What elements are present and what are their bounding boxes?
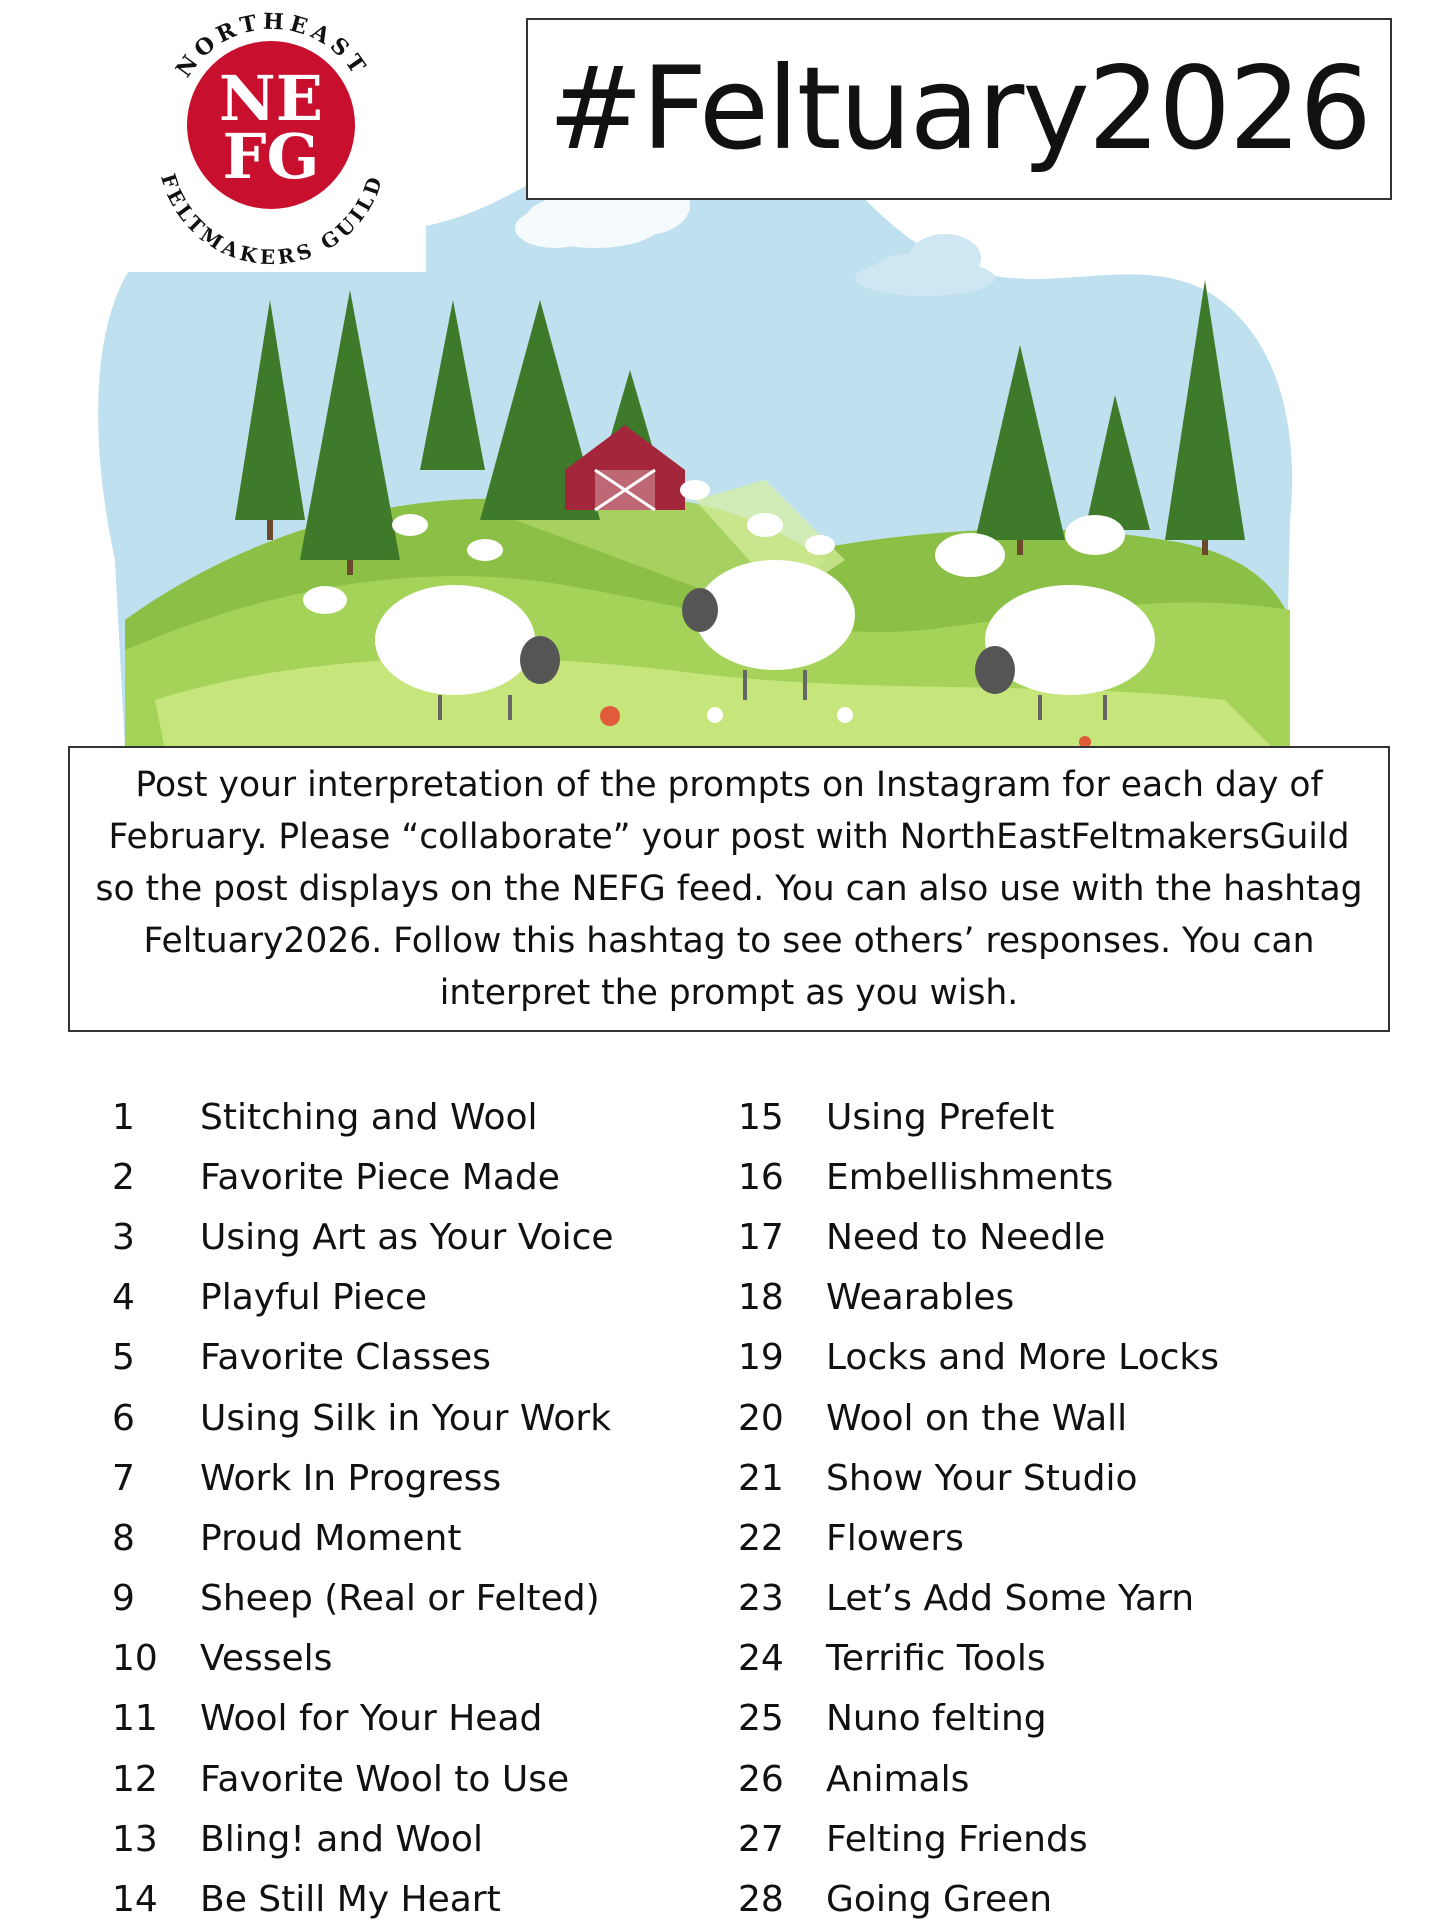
- prompt-day-number: 27: [738, 1818, 784, 1860]
- logo-bottom-arc: FELTMAKERS GUILD: [156, 170, 389, 270]
- prompt-label: Flowers: [826, 1517, 964, 1559]
- prompt-day-number: 1: [112, 1096, 135, 1138]
- prompt-row: [738, 1147, 1388, 1207]
- prompt-row: [112, 1569, 712, 1629]
- prompt-label: Terrific Tools: [826, 1638, 1046, 1680]
- prompt-label: Need to Needle: [826, 1216, 1106, 1258]
- prompt-label: Let’s Add Some Yarn: [826, 1578, 1195, 1620]
- prompt-day-number: 3: [112, 1216, 135, 1258]
- prompt-row: [112, 1508, 712, 1568]
- prompt-row: [738, 1207, 1388, 1267]
- prompt-row: [112, 1388, 712, 1448]
- prompt-day-number: 19: [738, 1337, 784, 1379]
- logo-monogram-fg: FG: [222, 120, 320, 193]
- prompt-day-number: 20: [738, 1397, 784, 1439]
- prompt-day-number: 14: [112, 1879, 158, 1920]
- prompt-list-left: [112, 1087, 712, 1920]
- prompt-label: Bling! and Wool: [200, 1818, 483, 1860]
- prompt-label: Wool for Your Head: [200, 1698, 543, 1740]
- prompt-row: [738, 1268, 1388, 1328]
- prompt-day-number: 21: [738, 1457, 784, 1499]
- prompt-row: [112, 1869, 712, 1920]
- prompt-label: Animals: [826, 1758, 970, 1800]
- instructions-box: [68, 746, 1390, 1032]
- hashtag-title: #Feltuary2026: [548, 42, 1370, 175]
- prompt-row: [112, 1448, 712, 1508]
- prompt-row: [738, 1508, 1388, 1568]
- prompt-label: Be Still My Heart: [200, 1879, 501, 1920]
- prompt-label: Felting Friends: [826, 1818, 1088, 1860]
- prompt-row: [112, 1087, 712, 1147]
- prompt-label: Show Your Studio: [826, 1457, 1138, 1499]
- prompt-label: Work In Progress: [200, 1457, 502, 1499]
- prompt-row: [738, 1388, 1388, 1448]
- prompt-row: [112, 1629, 712, 1689]
- instructions-text: Post your interpretation of the prompts on Instagram for each day of February. Please “collaborate” your post with NorthEastFeltmakersGuild so the post displays on the NEFG feed. You can also use with the hashtag Feltuary2026. Follow this hashtag to see others’ responses. You can interpret the prompt as you wish.: [95, 765, 1363, 1013]
- logo-monogram-ne: NE: [219, 62, 323, 135]
- prompt-day-number: 16: [738, 1156, 784, 1198]
- prompt-label: Embellishments: [826, 1156, 1114, 1198]
- prompt-row: [112, 1809, 712, 1869]
- prompt-row: [738, 1629, 1388, 1689]
- logo-top-arc: NORTHEAST: [170, 8, 374, 83]
- prompt-row: [738, 1809, 1388, 1869]
- prompt-label: Locks and More Locks: [826, 1337, 1219, 1379]
- prompt-row: [112, 1147, 712, 1207]
- prompt-day-number: 22: [738, 1517, 784, 1559]
- prompt-day-number: 23: [738, 1578, 784, 1620]
- prompt-row: [738, 1869, 1388, 1920]
- prompt-day-number: 8: [112, 1517, 135, 1559]
- prompt-day-number: 5: [112, 1337, 135, 1379]
- prompt-label: Nuno felting: [826, 1698, 1047, 1740]
- prompt-label: Playful Piece: [200, 1277, 428, 1319]
- prompt-label: Proud Moment: [200, 1517, 462, 1559]
- prompt-label: Using Prefelt: [826, 1096, 1055, 1138]
- nefg-logo: [118, 0, 426, 272]
- prompt-label: Favorite Wool to Use: [200, 1758, 570, 1800]
- prompt-day-number: 17: [738, 1216, 784, 1258]
- prompt-label: Stitching and Wool: [200, 1096, 538, 1138]
- prompt-label: Going Green: [826, 1879, 1053, 1920]
- prompt-label: Wearables: [826, 1277, 1015, 1319]
- prompt-day-number: 6: [112, 1397, 135, 1439]
- prompt-day-number: 11: [112, 1698, 158, 1740]
- prompt-row: [112, 1689, 712, 1749]
- prompt-label: Favorite Piece Made: [200, 1156, 560, 1198]
- prompt-row: [112, 1328, 712, 1388]
- prompt-day-number: 12: [112, 1758, 158, 1800]
- prompt-label: Wool on the Wall: [826, 1397, 1128, 1439]
- prompt-row: [738, 1087, 1388, 1147]
- prompt-day-number: 7: [112, 1457, 135, 1499]
- prompt-day-number: 26: [738, 1758, 784, 1800]
- prompt-row: [112, 1207, 712, 1267]
- prompt-day-number: 25: [738, 1698, 784, 1740]
- prompt-day-number: 10: [112, 1638, 158, 1680]
- prompt-day-number: 13: [112, 1818, 158, 1860]
- prompt-row: [738, 1328, 1388, 1388]
- prompt-day-number: 2: [112, 1156, 135, 1198]
- prompt-label: Favorite Classes: [200, 1337, 491, 1379]
- prompt-day-number: 18: [738, 1277, 784, 1319]
- prompt-day-number: 4: [112, 1277, 135, 1319]
- prompt-day-number: 9: [112, 1578, 135, 1620]
- prompt-label: Using Silk in Your Work: [200, 1397, 612, 1439]
- hashtag-header: [526, 18, 1392, 200]
- prompt-day-number: 24: [738, 1638, 784, 1680]
- prompt-label: Sheep (Real or Felted): [200, 1578, 600, 1620]
- prompt-row: [738, 1569, 1388, 1629]
- prompt-label: Vessels: [200, 1638, 333, 1680]
- prompt-list-right: [738, 1087, 1388, 1920]
- prompt-row: [112, 1749, 712, 1809]
- prompt-day-number: 15: [738, 1096, 784, 1138]
- prompt-row: [738, 1448, 1388, 1508]
- prompt-day-number: 28: [738, 1879, 784, 1920]
- prompt-row: [112, 1268, 712, 1328]
- prompt-label: Using Art as Your Voice: [200, 1216, 614, 1258]
- prompt-row: [738, 1749, 1388, 1809]
- prompt-row: [738, 1689, 1388, 1749]
